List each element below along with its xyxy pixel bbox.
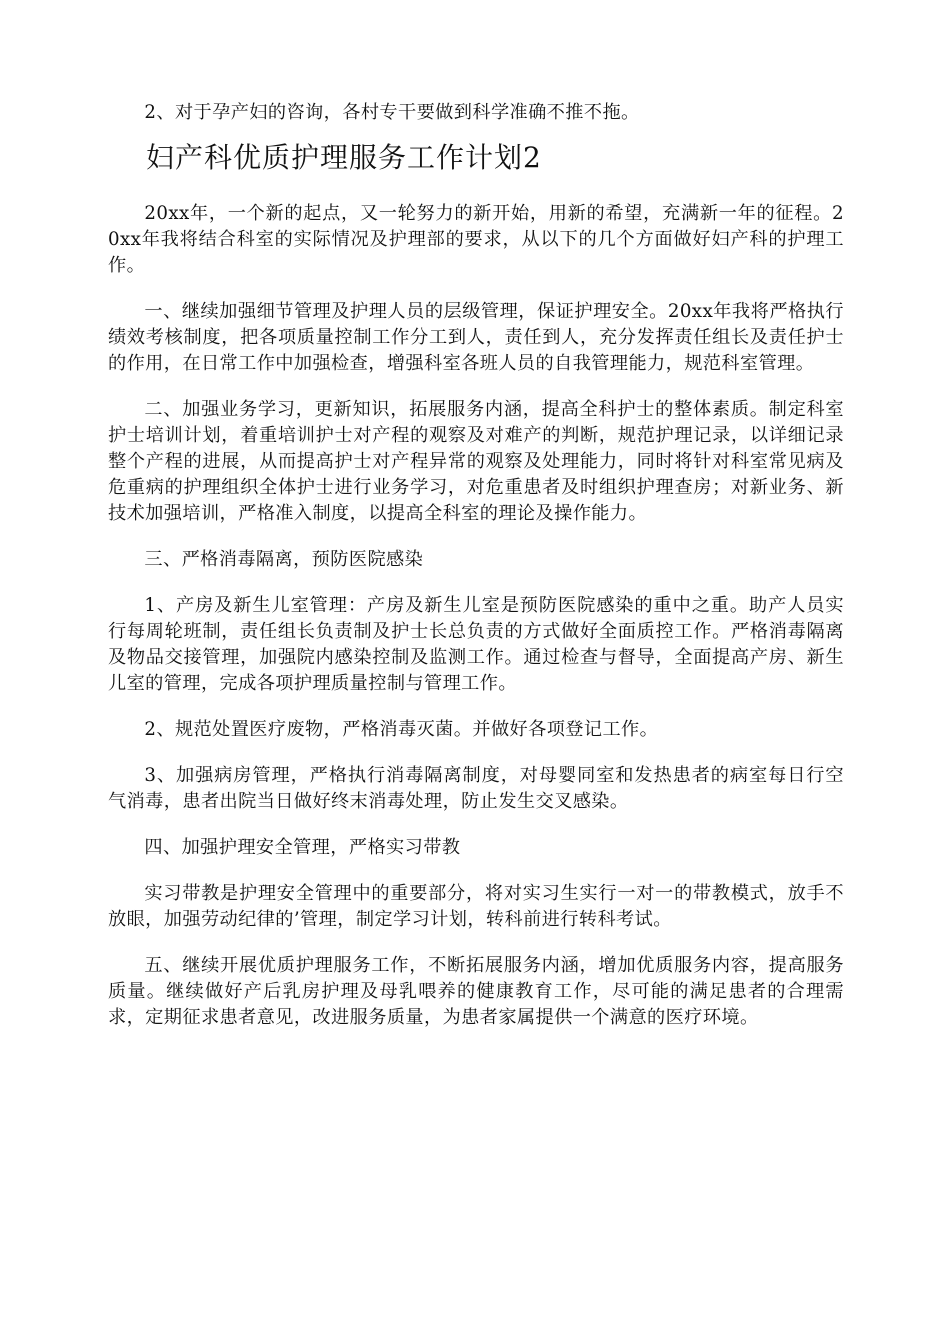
paragraph-section-4: 实习带教是护理安全管理中的重要部分，将对实习生实行一对一的带教模式，放手不放眼，加强劳动纪律的’管理，制定学习计划，转科前进行转科考试。 bbox=[108, 883, 844, 930]
paragraph-section-3-item-2: 2、规范处置医疗废物，严格消毒灭菌。并做好各项登记工作。 bbox=[144, 719, 659, 740]
paragraph-section-3-item-3: 3、加强病房管理，严格执行消毒隔离制度，对母婴同室和发热患者的病室每日行空气消毒，患者出院当日做好终末消毒处理，防止发生交叉感染。 bbox=[108, 765, 844, 812]
paragraph-section-3-item-1: 1、产房及新生儿室管理：产房及新生儿室是预防医院感染的重中之重。助产人员实行每周轮班制，责任组长负责制及护士长总负责的方式做好全面质控工作。严格消毒隔离及物品交接管理，加强院内感染控制及监测工作。通过检查与督导，全面提高产房、新生儿室的管理，完成各项护理质量控制与管理工作。 bbox=[108, 595, 844, 694]
document-title: 妇产科优质护理服务工作计划2 bbox=[146, 141, 542, 174]
document-body bbox=[108, 100, 844, 1051]
paragraph-intro: 20xx年，一个新的起点，又一轮努力的新开始，用新的希望，充满新一年的征程。20xx年我将结合科室的实际情况及护理部的要求，从以下的几个方面做好妇产科的护理工作。 bbox=[108, 203, 844, 276]
paragraph-section-2: 二、加强业务学习，更新知识，拓展服务内涵，提高全科护士的整体素质。制定科室护士培训计划，着重培训护士对产程的观察及对难产的判断，规范护理记录，以详细记录整个产程的进展，从而提高护士对产程异常的观察及处理能力，同时将针对科室常见病及危重病的护理组织全体护士进行业务学习，对危重患者及时组织护理查房；对新业务、新技术加强培训，严格准入制度，以提高全科室的理论及操作能力。 bbox=[108, 399, 844, 524]
paragraph-section-1: 一、继续加强细节管理及护理人员的层级管理，保证护理安全。20xx年我将严格执行绩效考核制度，把各项质量控制工作分工到人，责任到人，充分发挥责任组长及责任护士的作用，在日常工作中加强检查，增强科室各班人员的自我管理能力，规范科室管理。 bbox=[108, 301, 844, 374]
paragraph-section-5: 五、继续开展优质护理服务工作，不断拓展服务内涵，增加优质服务内容，提高服务质量。继续做好产后乳房护理及母乳喂养的健康教育工作，尽可能的满足患者的合理需求，定期征求患者意见，改进服务质量，为患者家属提供一个满意的医疗环境。 bbox=[108, 955, 844, 1028]
heading-section-4: 四、加强护理安全管理，严格实习带教 bbox=[144, 837, 461, 858]
intro-line: 2、对于孕产妇的咨询，各村专干要做到科学准确不推不拖。 bbox=[144, 102, 640, 123]
heading-section-3: 三、严格消毒隔离，预防医院感染 bbox=[144, 549, 424, 570]
